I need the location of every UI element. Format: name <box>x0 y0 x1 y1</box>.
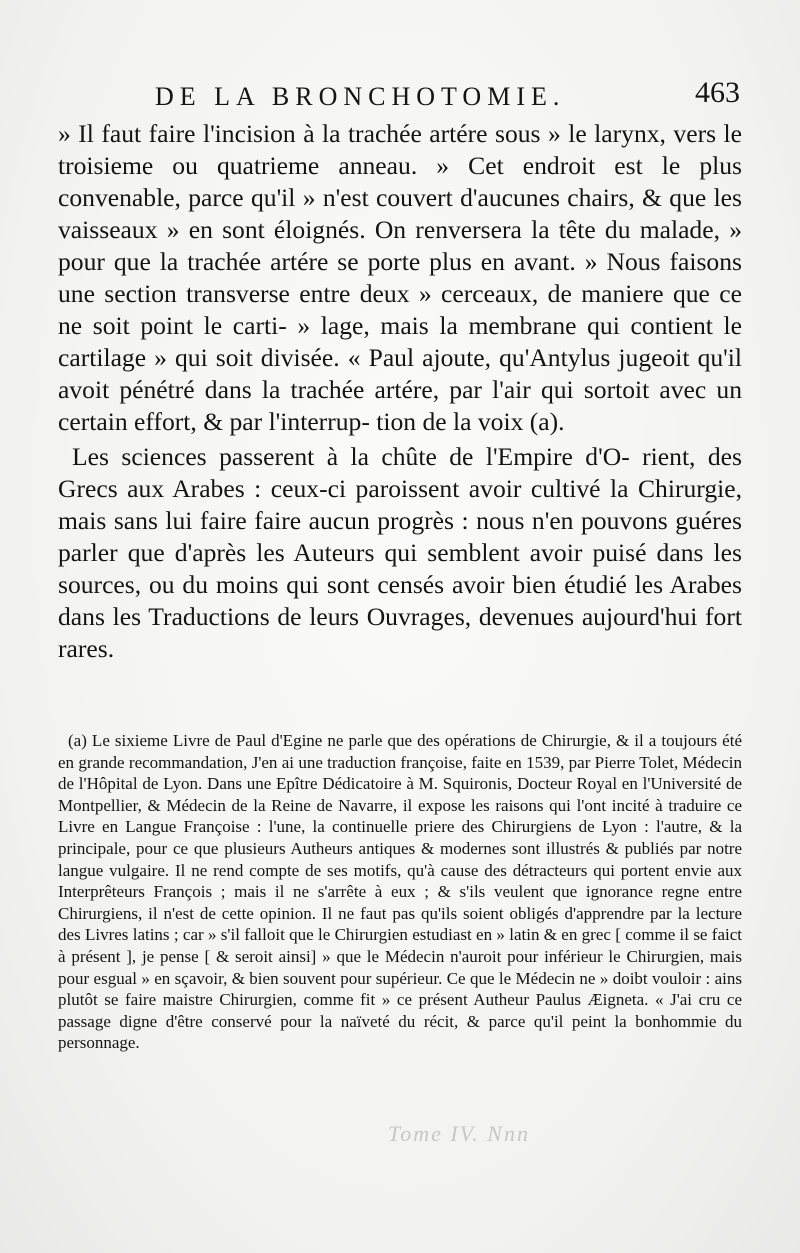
signature-mark: Tome IV. Nnn <box>388 1121 530 1146</box>
paragraph: » Il faut faire l'incision à la trachée artére sous » le larynx, vers le troisieme ou quatrieme anneau. » Cet endroit est le plus convenable, parce qu'il » n'est couvert d'aucunes chairs, & que les vaisseaux » en sont éloignés. On renversera la tête du malade, » pour que la trachée artére se porte plus en avant. » Nous faisons une section transverse entre deux » cerceaux, de maniere que ce ne soit point le carti- » lage, mais la membrane qui contient le cartilage » qui soit divisée. « Paul ajoute, qu'Antylus jugeoit qu'il avoit pénétré dans la trachée artére, par l'air qui sortoit avec un certain effort, & par l'interrup- tion de la voix (a). <box>58 119 742 436</box>
page-header <box>155 76 740 116</box>
main-text <box>58 118 742 665</box>
page-footer <box>58 1115 740 1155</box>
footnote-text: (a) Le sixieme Livre de Paul d'Egine ne parle que des opérations de Chirurgie, & il a toujours été en grande recommandation, J'en ai une traduction françoise, faite en 1539, par Pierre Tolet, Médecin de l'Hôpital de Lyon. Dans une Epître Dédicatoire à M. Squironis, Docteur Royal en l'Université de Montpellier, & Médecin de la Reine de Navarre, il expose les raisons qui l'ont incité à traduire ce Livre en Langue Françoise : l'une, la continuelle priere des Chirurgiens de Lyon : l'autre, & la principale, pour ce que plusieurs Autheurs antiques & modernes sont illustrés & publiés par notre langue vulgaire. Il ne rend compte de ses motifs, qu'à cause des détracteurs qui portent envie aux Interprêteurs François ; mais il ne s'arrête à eux ; & s'ils veulent que ignorance regne entre Chirurgiens, il n'est de cette opinion. Il ne faut pas qu'ils soient obligés d'apprendre par la lecture des Livres latins ; car » s'il falloit que le Chirurgien estudiast en » latin & en grec [ comme il se faict à présent ], je pense [ & seroit ainsi] » que le Médecin n'auroit pour inférieur le Chirurgien, mais pour esgual » en sçavoir, & bien souvent pour supérieur. Ce que le Médecin ne » doibt vouloir : ains plutôt se faire maistre Chirurgien, comme fit » ce présent Autheur Paulus Æigneta. « J'ai cru ce passage digne d'être conservé pour la naïveté du récit, & parce qu'il peint la bonhommie du personnage. <box>58 731 742 1053</box>
running-title: DE LA BRONCHOTOMIE. <box>155 82 566 111</box>
page-number: 463 <box>695 76 740 109</box>
footnote <box>58 730 742 1054</box>
paragraph: Les sciences passerent à la chûte de l'Empire d'O- rient, des Grecs aux Arabes : ceux-ci paroissent avoir cultivé la Chirurgie, mais sans lui faire faire aucun progrès : nous n'en pouvons guéres parler que d'après les Auteurs qui semblent avoir puisé dans les sources, ou du moins qui sont censés avoir bien étudié les Arabes dans les Traductions de leurs Ouvrages, devenues aujourd'hui fort rares. <box>58 442 742 663</box>
